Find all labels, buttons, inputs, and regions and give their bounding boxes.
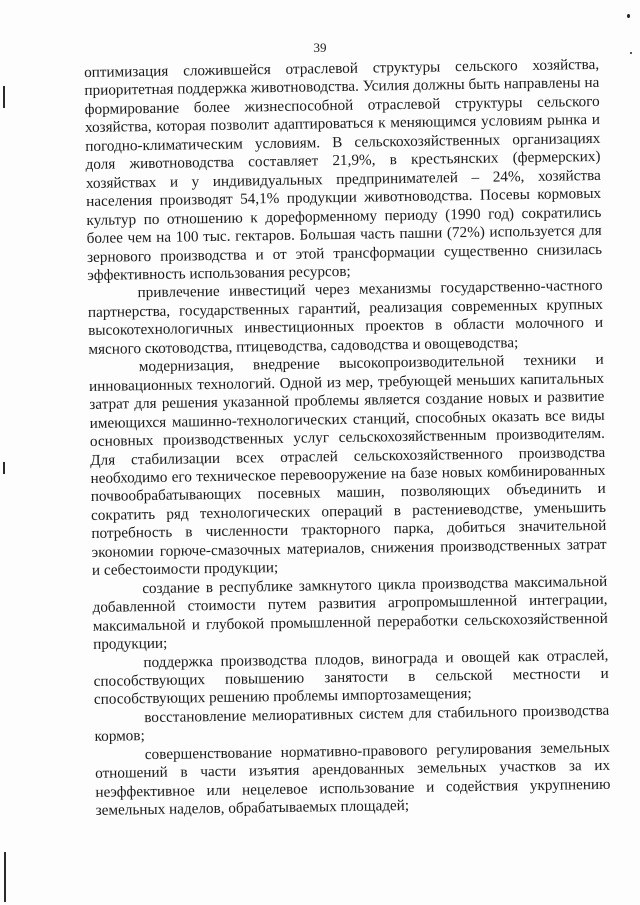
- scan-mark-left-top: [3, 86, 5, 108]
- paragraph-fruit-support: поддержка производства плодов, винограда и овощей как отраслей, способствующих повышению занятости в сельской местности и способствующих решению проблемы импортозамещения;: [93, 646, 609, 709]
- paragraph-closed-cycle: создание в республике замкнутого цикла производства максимальной добавленной стоимости путем развития агропромышленной интеграции, максимальной и глубокой промышленной переработки сельскохозяйственной продукции;: [92, 572, 608, 653]
- document-text-body: [84, 56, 611, 821]
- page-number: 39: [313, 40, 327, 55]
- paragraph-modernization: модернизация, внедрение высокопроизводительной техники и инновационных технологий. Одной из мер, требующей меньших капитальных затрат для решения указанной проблемы является создание новых и развитие имеющихся машинно-технологических станций, способных оказать все виды основных производственных услуг сельскохозяйственным производителям. Для стабилизации всех отраслей сельскохозяйственного производства необходимо его техническое перевооружение на базе новых комбинированных почвообрабатывающих посевных машин, позволяющих объединить и сократить ряд технологических операций в растениеводстве, уменьшить потребность в численности тракторного парка, добиться значительной экономии горюче-смазочных материалов, снижения производственных затрат и себестоимости продукции;: [88, 351, 607, 580]
- scan-mark-left-middle: [3, 462, 5, 474]
- scan-mark-left-bottom: [4, 852, 6, 902]
- paragraph-irrigation: восстановление мелиоративных систем для стабильного производства кормов;: [94, 701, 610, 746]
- paragraph-structure-optimization: оптимизация сложившейся отраслевой структуры сельского хозяйства, приоритетная поддержка животноводства. Усилия должны быть направлены на формирование более жизнеспособной отраслевой структуры сельского хозяйства, которая позволит адаптироваться к меняющимся условиям рынка и погодно-климатическим условиям. В сельскохозяйственных организациях доля животноводства составляет 21,9%, в крестьянских (фермерских) хозяйствах и у индивидуальных предпринимателей – 24%, хозяйства населения производят 54,1% продукции животноводства. Посевы кормовых культур по отношению к дореформенному периоду (1990 год) сократились более чем на 100 тыс. гектаров. Большая часть пашни (72%) используется для зернового производства и от этой трансформации существенно снизилась эффективность использования ресурсов;: [84, 55, 603, 284]
- paragraph-land-regulation: совершенствование нормативно-правового регулирования земельных отношений в части изъятия арендованных земельных участков за их неэффективное или нецелевое использование и содействия укрупнению земельных наделов, обрабатываемых площадей;: [95, 738, 611, 820]
- scan-dot-top-right: [627, 14, 630, 18]
- paragraph-investment: привлечение инвестиций через механизмы государственно-частного партнерства, государственных гарантий, реализация современных крупных высокотехнологичных инвестиционных проектов в области молочного и мясного скотоводства, птицеводства, садоводства и овощеводства;: [87, 277, 604, 358]
